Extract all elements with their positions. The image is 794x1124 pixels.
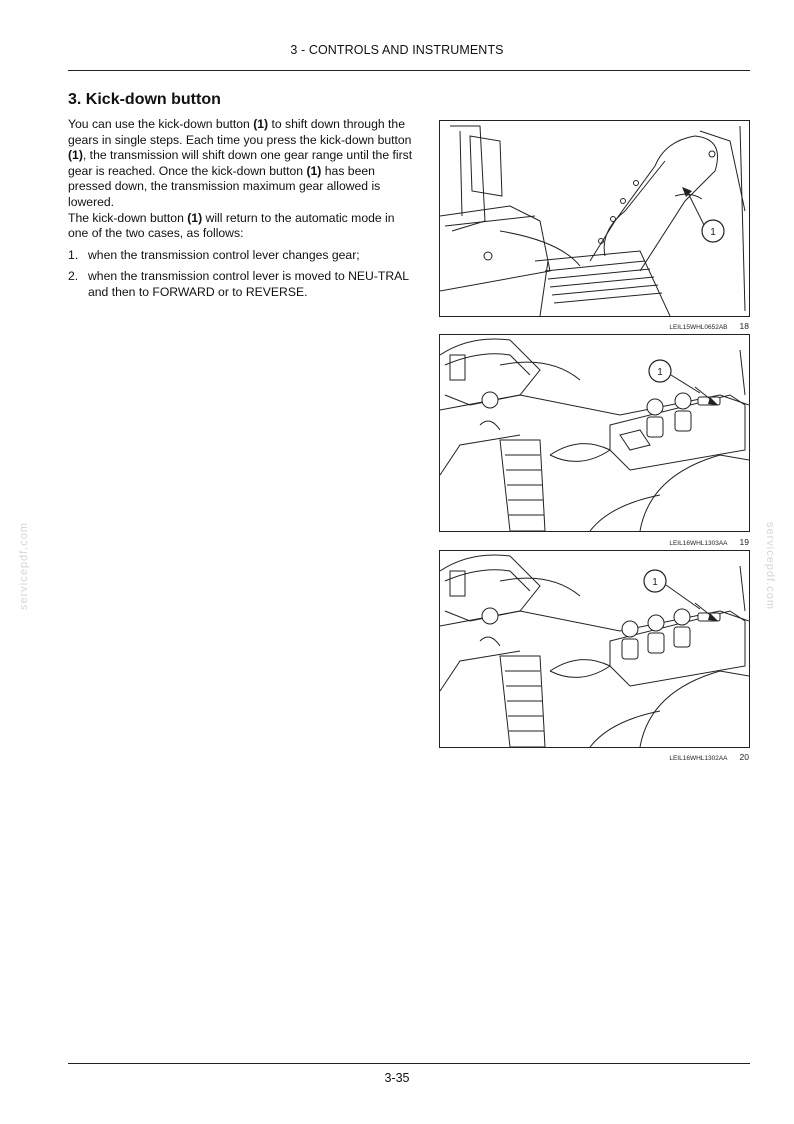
figure-code: LEIL16WHL1302AA [669, 755, 728, 762]
figure-caption [669, 752, 749, 762]
callout-label: 1 [657, 367, 663, 378]
figure-number: 19 [739, 537, 749, 547]
callout-label: 1 [710, 227, 716, 238]
figure-console-two-levers [439, 334, 750, 532]
console-illustration [440, 551, 749, 747]
joystick-illustration [440, 121, 749, 316]
figure-caption [669, 537, 749, 547]
figure-code: LEIL15WHL0652AB [669, 324, 728, 331]
figure-joystick [439, 120, 750, 317]
page-number: 3-35 [384, 1071, 410, 1085]
figure-number: 18 [739, 321, 749, 331]
console-illustration [440, 335, 749, 531]
figure-console-three-levers [439, 550, 750, 748]
header-title: 3 - CONTROLS AND INSTRUMENTS [290, 43, 504, 57]
list-item: 2. when the transmission control lever is moved to NEU-TRAL and then to FORWARD or to REVERSE. [68, 269, 409, 299]
watermark-left: servicepdf.com [18, 522, 30, 610]
watermark-right: servicepdf.com [764, 522, 776, 610]
figure-code: LEIL16WHL1303AA [669, 540, 728, 547]
figure-caption [669, 321, 749, 331]
header-rule [68, 70, 750, 71]
list-item: 1. when the transmission control lever changes gear; [68, 247, 360, 262]
section-heading: 3. Kick-down button [68, 91, 221, 108]
callout-label: 1 [652, 577, 658, 588]
paragraph-2: The kick-down button (1) will return to the automatic mode in one of the two cases, as follows: [68, 210, 395, 241]
conditions-list [68, 248, 413, 301]
paragraph-1: You can use the kick-down button (1) to shift down through the gears in single steps. Each time you press the kick-down button (1), the transmission will shift down one gear range until the first gear is reached. Once the kick-down button (1) has been pressed down, the transmission maximum gear allowed is lowered. [68, 117, 413, 209]
figure-number: 20 [739, 752, 749, 762]
body-text [68, 117, 413, 307]
footer-rule [68, 1063, 750, 1064]
